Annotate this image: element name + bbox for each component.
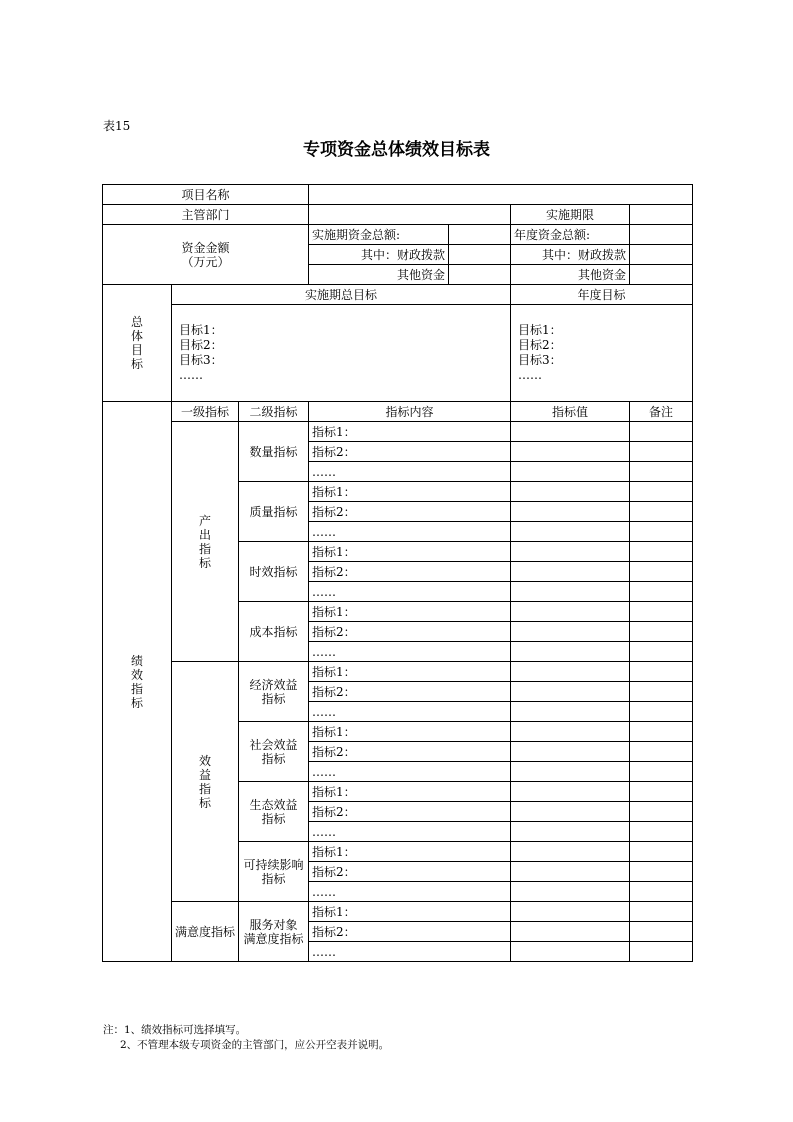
indicator-value-cell[interactable] bbox=[511, 842, 630, 862]
indicator-note-cell[interactable] bbox=[630, 762, 693, 782]
indicator-item-label: 指标1： bbox=[309, 662, 511, 682]
note-header: 备注 bbox=[630, 402, 693, 422]
period-fiscal-label: 其中：财政拨款 bbox=[309, 245, 449, 265]
social-benefit-label bbox=[239, 722, 309, 782]
overall-goal-label bbox=[103, 285, 172, 402]
performance-indicator-char: 指 bbox=[130, 681, 143, 696]
year-other-value[interactable] bbox=[630, 265, 693, 285]
year-goal-item: 目标2： bbox=[518, 338, 562, 352]
indicator-note-cell[interactable] bbox=[630, 682, 693, 702]
value-header: 指标值 bbox=[511, 402, 630, 422]
level2-header: 二级指标 bbox=[239, 402, 309, 422]
indicator-value-cell[interactable] bbox=[511, 922, 630, 942]
performance-indicator-char: 绩 bbox=[130, 653, 143, 668]
indicator-item-label: 指标1： bbox=[309, 542, 511, 562]
performance-goal-table bbox=[102, 184, 693, 962]
indicator-note-cell[interactable] bbox=[630, 562, 693, 582]
year-goal-item: 目标3： bbox=[518, 353, 562, 367]
quantity-indicator-label: 数量指标 bbox=[239, 422, 309, 482]
indicator-value-cell[interactable] bbox=[511, 642, 630, 662]
indicator-item-label: 指标2： bbox=[309, 562, 511, 582]
indicator-item-label: 指标2： bbox=[309, 742, 511, 762]
period-fund-total-value[interactable] bbox=[449, 225, 511, 245]
quality-indicator-label: 质量指标 bbox=[239, 482, 309, 542]
indicator-note-cell[interactable] bbox=[630, 722, 693, 742]
period-label: 实施期限 bbox=[511, 205, 630, 225]
benefit-indicator-char: 指 bbox=[198, 781, 211, 796]
ecological-benefit-line2: 指标 bbox=[261, 811, 286, 826]
page-title: 专项资金总体绩效目标表 bbox=[303, 140, 490, 160]
indicator-note-cell[interactable] bbox=[630, 822, 693, 842]
year-fiscal-value[interactable] bbox=[630, 245, 693, 265]
project-name-value-cell[interactable] bbox=[309, 185, 693, 205]
content-header: 指标内容 bbox=[309, 402, 511, 422]
indicator-header-row bbox=[103, 402, 693, 422]
indicator-item-ellipsis: …… bbox=[309, 702, 511, 722]
fund-amount-label bbox=[103, 225, 309, 285]
indicator-value-cell[interactable] bbox=[511, 442, 630, 462]
indicator-item-label: 指标2： bbox=[309, 802, 511, 822]
indicator-value-cell[interactable] bbox=[511, 622, 630, 642]
indicator-note-cell[interactable] bbox=[630, 502, 693, 522]
satisfaction-indicator-label: 满意度指标 bbox=[172, 902, 239, 962]
indicator-item-label: 指标1： bbox=[309, 842, 511, 862]
indicator-item-ellipsis: …… bbox=[309, 522, 511, 542]
fund-total-row bbox=[103, 225, 693, 245]
indicator-item-label: 指标2： bbox=[309, 922, 511, 942]
indicator-note-cell[interactable] bbox=[630, 602, 693, 622]
indicator-value-cell[interactable] bbox=[511, 502, 630, 522]
ecological-benefit-label bbox=[239, 782, 309, 842]
indicator-value-cell[interactable] bbox=[511, 682, 630, 702]
indicator-item-label: 指标2： bbox=[309, 502, 511, 522]
indicator-note-cell[interactable] bbox=[630, 902, 693, 922]
indicator-item-ellipsis: …… bbox=[309, 882, 511, 902]
indicator-value-cell[interactable] bbox=[511, 722, 630, 742]
department-label: 主管部门 bbox=[103, 205, 309, 225]
indicator-item-label: 指标1： bbox=[309, 902, 511, 922]
performance-indicator-char: 效 bbox=[130, 667, 143, 682]
service-satisfaction-line2: 满意度指标 bbox=[243, 931, 304, 946]
indicator-value-cell[interactable] bbox=[511, 782, 630, 802]
output-indicator-label bbox=[172, 422, 239, 662]
indicator-value-cell[interactable] bbox=[511, 882, 630, 902]
year-goal-header: 年度目标 bbox=[511, 285, 693, 305]
indicator-note-cell[interactable] bbox=[630, 742, 693, 762]
overall-goal-char: 体 bbox=[130, 329, 143, 343]
year-fund-total-value[interactable] bbox=[630, 225, 693, 245]
indicator-note-cell[interactable] bbox=[630, 582, 693, 602]
economic-benefit-line2: 指标 bbox=[261, 691, 286, 706]
year-goal-item: …… bbox=[518, 368, 543, 382]
period-goal-item: …… bbox=[179, 368, 203, 382]
performance-indicator-char: 标 bbox=[130, 695, 143, 710]
indicator-value-cell[interactable] bbox=[511, 482, 630, 502]
goal-header-row bbox=[103, 285, 693, 305]
overall-goal-char: 标 bbox=[130, 357, 143, 371]
indicator-value-cell[interactable] bbox=[511, 562, 630, 582]
period-value-cell[interactable] bbox=[630, 205, 693, 225]
indicator-item-label: 指标1： bbox=[309, 602, 511, 622]
indicator-note-cell[interactable] bbox=[630, 702, 693, 722]
fund-amount-label-line2: （万元） bbox=[181, 254, 230, 269]
indicator-note-cell[interactable] bbox=[630, 422, 693, 442]
indicator-item-label: 指标1： bbox=[309, 722, 511, 742]
period-goal-header: 实施期总目标 bbox=[172, 285, 511, 305]
indicator-value-cell[interactable] bbox=[511, 462, 630, 482]
indicator-item-label: 指标2： bbox=[309, 622, 511, 642]
indicator-item-ellipsis: …… bbox=[309, 582, 511, 602]
period-goal-item: 目标2： bbox=[179, 338, 223, 352]
period-goal-item: 目标3： bbox=[179, 353, 223, 367]
social-benefit-line1: 社会效益 bbox=[249, 737, 298, 752]
output-indicator-char: 出 bbox=[198, 527, 211, 542]
indicator-value-cell[interactable] bbox=[511, 762, 630, 782]
footnote-1: 注：1、绩效指标可选择填写。 bbox=[103, 1024, 247, 1036]
benefit-indicator-char: 标 bbox=[198, 795, 211, 810]
indicator-note-cell[interactable] bbox=[630, 782, 693, 802]
indicator-value-cell[interactable] bbox=[511, 802, 630, 822]
year-fiscal-label: 其中：财政拨款 bbox=[511, 245, 630, 265]
indicator-item-label: 指标1： bbox=[309, 782, 511, 802]
indicator-item-ellipsis: …… bbox=[309, 642, 511, 662]
output-indicator-char: 指 bbox=[198, 541, 211, 556]
social-benefit-line2: 指标 bbox=[261, 751, 286, 766]
year-fund-total-label: 年度资金总额: bbox=[511, 225, 630, 245]
benefit-indicator-char: 益 bbox=[198, 767, 211, 782]
benefit-indicator-label bbox=[172, 662, 239, 902]
indicator-row bbox=[103, 902, 693, 922]
year-other-label: 其他资金 bbox=[511, 265, 630, 285]
indicator-note-cell[interactable] bbox=[630, 442, 693, 462]
table-number: 表15 bbox=[103, 119, 131, 133]
indicator-value-cell[interactable] bbox=[511, 582, 630, 602]
indicator-note-cell[interactable] bbox=[630, 542, 693, 562]
indicator-note-cell[interactable] bbox=[630, 882, 693, 902]
indicator-note-cell[interactable] bbox=[630, 862, 693, 882]
output-indicator-char: 标 bbox=[198, 555, 211, 570]
indicator-note-cell[interactable] bbox=[630, 942, 693, 962]
indicator-note-cell[interactable] bbox=[630, 842, 693, 862]
timeliness-indicator-label: 时效指标 bbox=[239, 542, 309, 602]
indicator-note-cell[interactable] bbox=[630, 642, 693, 662]
indicator-value-cell[interactable] bbox=[511, 522, 630, 542]
indicator-value-cell[interactable] bbox=[511, 422, 630, 442]
year-goal-content[interactable] bbox=[511, 305, 693, 402]
period-goal-item: 目标1： bbox=[179, 323, 223, 337]
performance-indicator-label bbox=[103, 402, 172, 962]
indicator-item-label: 指标2： bbox=[309, 682, 511, 702]
period-other-label: 其他资金 bbox=[309, 265, 449, 285]
indicator-item-label: 指标1： bbox=[309, 422, 511, 442]
indicator-note-cell[interactable] bbox=[630, 662, 693, 682]
year-goal-item: 目标1： bbox=[518, 323, 562, 337]
indicator-value-cell[interactable] bbox=[511, 822, 630, 842]
sustainability-impact-line2: 指标 bbox=[261, 871, 286, 886]
indicator-value-cell[interactable] bbox=[511, 862, 630, 882]
indicator-item-ellipsis: …… bbox=[309, 942, 511, 962]
indicator-note-cell[interactable] bbox=[630, 922, 693, 942]
project-name-row bbox=[103, 185, 693, 205]
department-row bbox=[103, 205, 693, 225]
indicator-item-label: 指标1： bbox=[309, 482, 511, 502]
benefit-indicator-char: 效 bbox=[198, 753, 211, 768]
period-other-value[interactable] bbox=[449, 265, 511, 285]
indicator-value-cell[interactable] bbox=[511, 902, 630, 922]
indicator-note-cell[interactable] bbox=[630, 462, 693, 482]
indicator-note-cell[interactable] bbox=[630, 622, 693, 642]
project-name-label: 项目名称 bbox=[103, 185, 309, 205]
period-fiscal-value[interactable] bbox=[449, 245, 511, 265]
economic-benefit-label bbox=[239, 662, 309, 722]
indicator-value-cell[interactable] bbox=[511, 602, 630, 622]
indicator-value-cell[interactable] bbox=[511, 662, 630, 682]
indicator-item-ellipsis: …… bbox=[309, 762, 511, 782]
footnote-2: 2、不管理本级专项资金的主管部门，应公开空表并说明。 bbox=[120, 1039, 390, 1051]
service-satisfaction-label bbox=[239, 902, 309, 962]
economic-benefit-line1: 经济效益 bbox=[249, 677, 298, 692]
sustainability-impact-label bbox=[239, 842, 309, 902]
sustainability-impact-line1: 可持续影响 bbox=[243, 857, 304, 872]
period-goal-content[interactable] bbox=[172, 305, 511, 402]
indicator-item-ellipsis: …… bbox=[309, 462, 511, 482]
indicator-row bbox=[103, 422, 693, 442]
indicator-value-cell[interactable] bbox=[511, 542, 630, 562]
overall-goal-char: 总 bbox=[130, 315, 143, 329]
indicator-item-label: 指标2： bbox=[309, 862, 511, 882]
fund-amount-label-line1: 资金金额 bbox=[181, 240, 230, 255]
indicator-note-cell[interactable] bbox=[630, 522, 693, 542]
indicator-row bbox=[103, 662, 693, 682]
ecological-benefit-line1: 生态效益 bbox=[249, 797, 298, 812]
indicator-value-cell[interactable] bbox=[511, 702, 630, 722]
level1-header: 一级指标 bbox=[172, 402, 239, 422]
output-indicator-char: 产 bbox=[198, 513, 211, 528]
goal-content-row bbox=[103, 305, 693, 402]
period-fund-total-label: 实施期资金总额: bbox=[309, 225, 449, 245]
indicator-value-cell[interactable] bbox=[511, 742, 630, 762]
department-value-cell[interactable] bbox=[309, 205, 511, 225]
service-satisfaction-line1: 服务对象 bbox=[249, 917, 298, 932]
cost-indicator-label: 成本指标 bbox=[239, 602, 309, 662]
indicator-note-cell[interactable] bbox=[630, 802, 693, 822]
indicator-item-label: 指标2： bbox=[309, 442, 511, 462]
overall-goal-char: 目 bbox=[130, 343, 143, 357]
indicator-value-cell[interactable] bbox=[511, 942, 630, 962]
footnotes bbox=[103, 1023, 389, 1053]
indicator-note-cell[interactable] bbox=[630, 482, 693, 502]
indicator-item-ellipsis: …… bbox=[309, 822, 511, 842]
